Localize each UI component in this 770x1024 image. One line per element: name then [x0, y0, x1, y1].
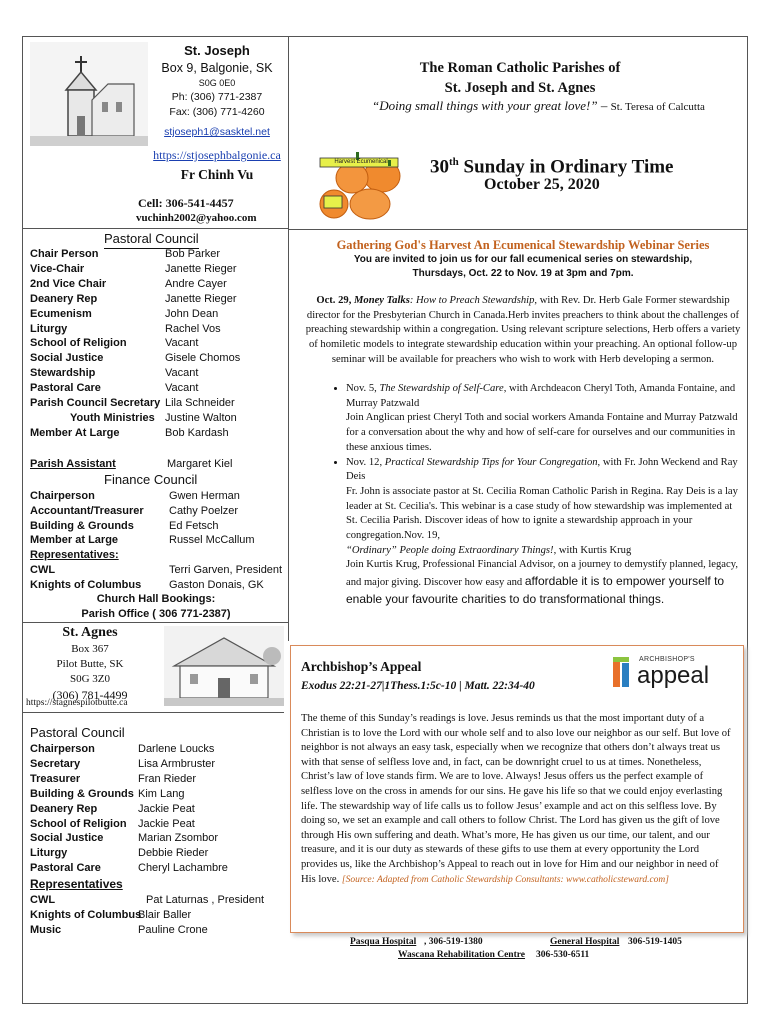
council-role: Member at Large — [30, 534, 119, 547]
appeal-body-text: The theme of this Sunday’s readings is love. Jesus reminds us that the most important duty of a Christian is to love the Lord with our whole self and to also love our neighbor as our self. But love of neighbor is not always an easy task, especially when we recognize that others don’t always treat us with that sense of selfless love and, in fact, can be downright cruel to us at times. Nonetheless, Christ’s law of love stands firm. We are to love. Always! Jesus offers us the perfect example of selfless love on the cross in amends for our sins. He gave his life so that we could enjoy everlasting life. The stewardship way of life calls us to follow Jesus’ example and act on this selfless love. By doing so, we set an example and call others to follow Christ. The Lord has given us the gift of love through His own suffering and death. What’s more, He has given us our time, our talent, and our treasure, and it is our duty as stewards of these gifts to use them at every opportunity the Lord provides us, like the Archbishop’s Appeal to reach out in love for Him and our neighbor in need of His love. — [301, 713, 731, 885]
council-role: Treasurer — [30, 772, 81, 785]
parish-assistant-name: Margaret Kiel — [167, 458, 233, 470]
church-hall-bookings — [30, 592, 282, 622]
st-joseph-email-link[interactable]: stjoseph1@sasktel.net — [164, 126, 270, 138]
council-name: Fran Rieder — [138, 772, 197, 785]
appeal-logo-icon — [611, 655, 633, 689]
st-joseph-phone: Ph: (306) 771-2387 — [171, 91, 263, 103]
council-role: Youth Ministries — [70, 411, 155, 424]
council-role: Deanery Rep — [30, 292, 98, 305]
divider-line — [22, 712, 284, 713]
oct29-subtitle: : How to Preach Stewardship — [409, 295, 535, 306]
st-agnes-name: St. Agnes — [62, 625, 118, 640]
pastoral-council-title: Pastoral Council — [104, 230, 199, 249]
header-quote — [372, 97, 705, 116]
council-name: Gwen Herman — [169, 490, 240, 502]
wascana-name: Wascana Rehabilitation Centre — [398, 950, 526, 960]
council-role: Social Justice — [30, 832, 104, 845]
webinar-invite-line2: Thursdays, Oct. 22 to Nov. 19 at 3pm and 7pm. — [412, 268, 634, 279]
sunday-date: October 25, 2020 — [484, 176, 600, 193]
council-name: Bob Parker — [165, 248, 221, 260]
council-role: School of Religion — [30, 337, 127, 350]
agnes-council-list — [30, 742, 280, 878]
finance-reps-list — [30, 563, 284, 593]
council-name: Russel McCallum — [169, 534, 255, 547]
council-role: Liturgy — [30, 847, 68, 860]
council-name: Justine Walton — [165, 411, 237, 424]
header-line1: The Roman Catholic Parishes of — [419, 60, 621, 76]
council-role: Music — [30, 924, 62, 937]
council-role: Building & Grounds — [30, 787, 134, 800]
council-name: Janette Rieger — [165, 292, 237, 305]
agnes-council-title: Pastoral Council — [30, 725, 125, 740]
priest-email: vuchinh2002@yahoo.com — [136, 212, 257, 224]
priest-name: Fr Chinh Vu — [180, 167, 254, 182]
hall-bookings-title: Church Hall Bookings: — [96, 593, 216, 605]
council-role: Secretary — [30, 757, 81, 770]
council-name: Vacant — [165, 367, 199, 380]
webinar-sessions — [328, 382, 744, 609]
quote-author: St. Teresa of Calcutta — [610, 101, 705, 113]
divider-line — [22, 622, 288, 623]
appeal-readings: Exodus 22:21-27|1Thess.1:5c-10 | Matt. 22:34-40 — [301, 680, 535, 692]
pasqua-name: Pasqua Hospital — [350, 937, 417, 947]
council-name: Kim Lang — [138, 787, 185, 800]
header-line2: St. Joseph and St. Agnes — [444, 80, 596, 96]
webinar-invite — [300, 253, 746, 281]
appeal-title: Archbishop’s Appeal — [301, 659, 422, 674]
council-role: School of Religion — [30, 817, 127, 830]
council-name: Gaston Donais, GK — [169, 578, 264, 591]
st-joseph-postal: S0G 0E0 — [198, 78, 236, 88]
finance-council-list — [30, 489, 284, 549]
st-joseph-fax: Fax: (306) 771-4260 — [169, 106, 265, 118]
webinar-oct29 — [302, 294, 744, 368]
appeal-box — [290, 645, 744, 933]
council-name: Lisa Armbruster — [138, 757, 216, 770]
council-role: Deanery Rep — [30, 802, 98, 815]
quote-text: “Doing small things with your great love!” – — [372, 98, 608, 113]
council-name: Jackie Peat — [138, 817, 195, 830]
parish-assistant-role: Parish Assistant — [30, 458, 116, 470]
priest-cell: Cell: 306-541-4457 — [138, 196, 234, 210]
council-name: Gisele Chomos — [165, 352, 241, 365]
general-phone: 306-519-1405 — [628, 937, 682, 947]
oct29-title: Money Talks — [354, 295, 410, 306]
st-agnes-website[interactable]: https://stagnespilotbutte.ca — [26, 698, 128, 708]
st-agnes-box: Box 367 — [71, 643, 109, 655]
council-role: 2nd Vice Chair — [30, 277, 107, 290]
finance-council-title: Finance Council — [104, 472, 198, 487]
st-joseph-address: Box 9, Balgonie, SK — [161, 61, 273, 75]
council-name: Ed Fetsch — [169, 519, 219, 532]
webinar-invite-line1: You are invited to join us for our fall ecumenical series on stewardship, — [353, 254, 693, 265]
sunday-number: 30 — [430, 156, 449, 178]
council-name: Lila Schneider — [165, 397, 235, 409]
council-role: Chairperson — [30, 743, 95, 755]
hall-bookings-phone: Parish Office ( 306 771-2387) — [81, 608, 231, 620]
st-joseph-name: St. Joseph — [184, 43, 250, 58]
st-agnes-contact — [30, 624, 150, 703]
council-role: CWL — [30, 894, 56, 906]
st-joseph-church-image — [30, 42, 148, 146]
general-name: General Hospital — [550, 937, 620, 947]
council-role: Social Justice — [30, 352, 104, 365]
council-role: Pastoral Care — [30, 862, 101, 875]
st-joseph-priest — [150, 147, 284, 185]
council-role: Building & Grounds — [30, 519, 134, 532]
column-divider — [288, 36, 289, 641]
council-name: Pat Laturnas , President — [146, 894, 265, 906]
wascana-phone: 306-530-6511 — [536, 950, 590, 960]
oct29-date: Oct. 29, — [316, 295, 354, 306]
appeal-logo — [611, 651, 721, 693]
council-role: Vice-Chair — [30, 262, 85, 275]
council-name: Bob Kardash — [165, 426, 229, 439]
oct29-body: , with Rev. Dr. Herb Gale Former stewardship director for the Presbyterian Church in Canada.Herb invites preachers to think about the challenges of preaching stewardship within a congregation. Using relevant scripture selections, Herb offers a variety of homiletic models to integrate stewardship education within your preaching. An optional follow-up seminar will be available for preachers who wish to work with Herb developing a sermon. — [305, 295, 741, 365]
council-name: John Dean — [165, 307, 219, 320]
sunday-suffix: th — [449, 156, 459, 168]
council-role: Knights of Columbus — [30, 578, 142, 591]
header — [300, 58, 740, 98]
council-name: Debbie Rieder — [138, 847, 209, 860]
nov12-item: • Nov. 12, Practical Stewardship Tips for Your Congregation, with Fr. John Weckend and Ray Deis Fr. John is associate pastor at St. Cecilia Roman Catholic Parish in Regina. Ray Deis is a lay leader at St. Cecilia's. This webinar is a case study of how stewardship was implemented at St. Cecilia Parish. Discover ideas of how to ignite a stewardship approach in your congregation.Nov. 19, “Ordinary” People doing Extraordinary Things!, with Kurtis Krug Join Kurtis Krug, Professional Financial Advisor, on a journey to demystify planned, legacy, and major giving. Discover how easy and affordable it is to empower yourself to enable your favourite charities to do transformational things. — [346, 456, 744, 609]
council-name: Blair Baller — [138, 909, 192, 922]
council-role: Chair Person — [30, 248, 99, 260]
nov5-item: • Nov. 5, The Stewardship of Self-Care, with Archdeacon Cheryl Toth, Amanda Fontaine, and Murray Patzwald Join Anglican priest Cheryl Toth and social workers Amanda Fontaine and Murray Patzwald for a conversation about the why and how of self-care for ourselves and our communities in these anxious times. — [346, 382, 744, 456]
agnes-reps-list — [30, 893, 286, 941]
st-agnes-phone: (306) 781-4499 — [52, 688, 128, 702]
appeal-logo-small: ARCHBISHOP'S — [639, 656, 695, 663]
st-joseph-website-link[interactable]: https://stjosephbalgonie.ca — [153, 148, 281, 162]
hospitals — [290, 936, 742, 962]
council-role: Knights of Columbus — [30, 909, 142, 922]
pasqua-phone: , 306-519-1380 — [424, 937, 483, 947]
divider-line — [22, 228, 288, 229]
council-role: Chairperson — [30, 490, 95, 502]
council-name: Cathy Poelzer — [169, 504, 239, 517]
council-role: Accountant/Treasurer — [30, 504, 144, 517]
agnes-representatives-heading: Representatives — [30, 877, 123, 891]
council-name: Rachel Vos — [165, 322, 221, 335]
appeal-body — [301, 712, 733, 887]
council-name: Cheryl Lachambre — [138, 862, 228, 875]
council-role: Pastoral Care — [30, 382, 101, 395]
st-joseph-contact — [150, 42, 284, 141]
council-name: Vacant — [165, 337, 199, 350]
appeal-logo-big: appeal — [637, 662, 710, 689]
harvest-logo-text: Harvest Ecumenical — [334, 159, 388, 165]
council-role: Parish Council Secretary — [30, 397, 161, 409]
st-agnes-postal: S0G 3Z0 — [69, 673, 111, 685]
council-name: Pauline Crone — [138, 924, 208, 937]
council-name: Janette Rieger — [165, 262, 237, 275]
council-name: Marian Zsombor — [138, 832, 219, 845]
council-role: Ecumenism — [30, 307, 92, 320]
council-role: Liturgy — [30, 322, 68, 335]
council-name: Vacant — [165, 382, 199, 395]
st-agnes-town: Pilot Butte, SK — [56, 658, 124, 670]
webinar-title: Gathering God's Harvest An Ecumenical Stewardship Webinar Series — [336, 238, 710, 252]
appeal-source: [Source: Adapted from Catholic Stewardship Consultants: www.catholicsteward.com] — [341, 874, 669, 885]
divider-line — [288, 229, 748, 230]
council-name: Andre Cayer — [165, 277, 227, 290]
council-role: Member At Large — [30, 426, 120, 439]
harvest-logo — [318, 150, 414, 222]
pastoral-council-list — [30, 247, 284, 447]
council-role: CWL — [30, 564, 56, 576]
council-name: Darlene Loucks — [138, 743, 215, 755]
council-name: Jackie Peat — [138, 802, 195, 815]
st-agnes-church-image — [164, 626, 284, 706]
council-role: Stewardship — [30, 367, 96, 380]
council-name: Terri Garven, President — [169, 564, 283, 576]
sunday-name: Sunday in Ordinary Time — [458, 156, 674, 178]
